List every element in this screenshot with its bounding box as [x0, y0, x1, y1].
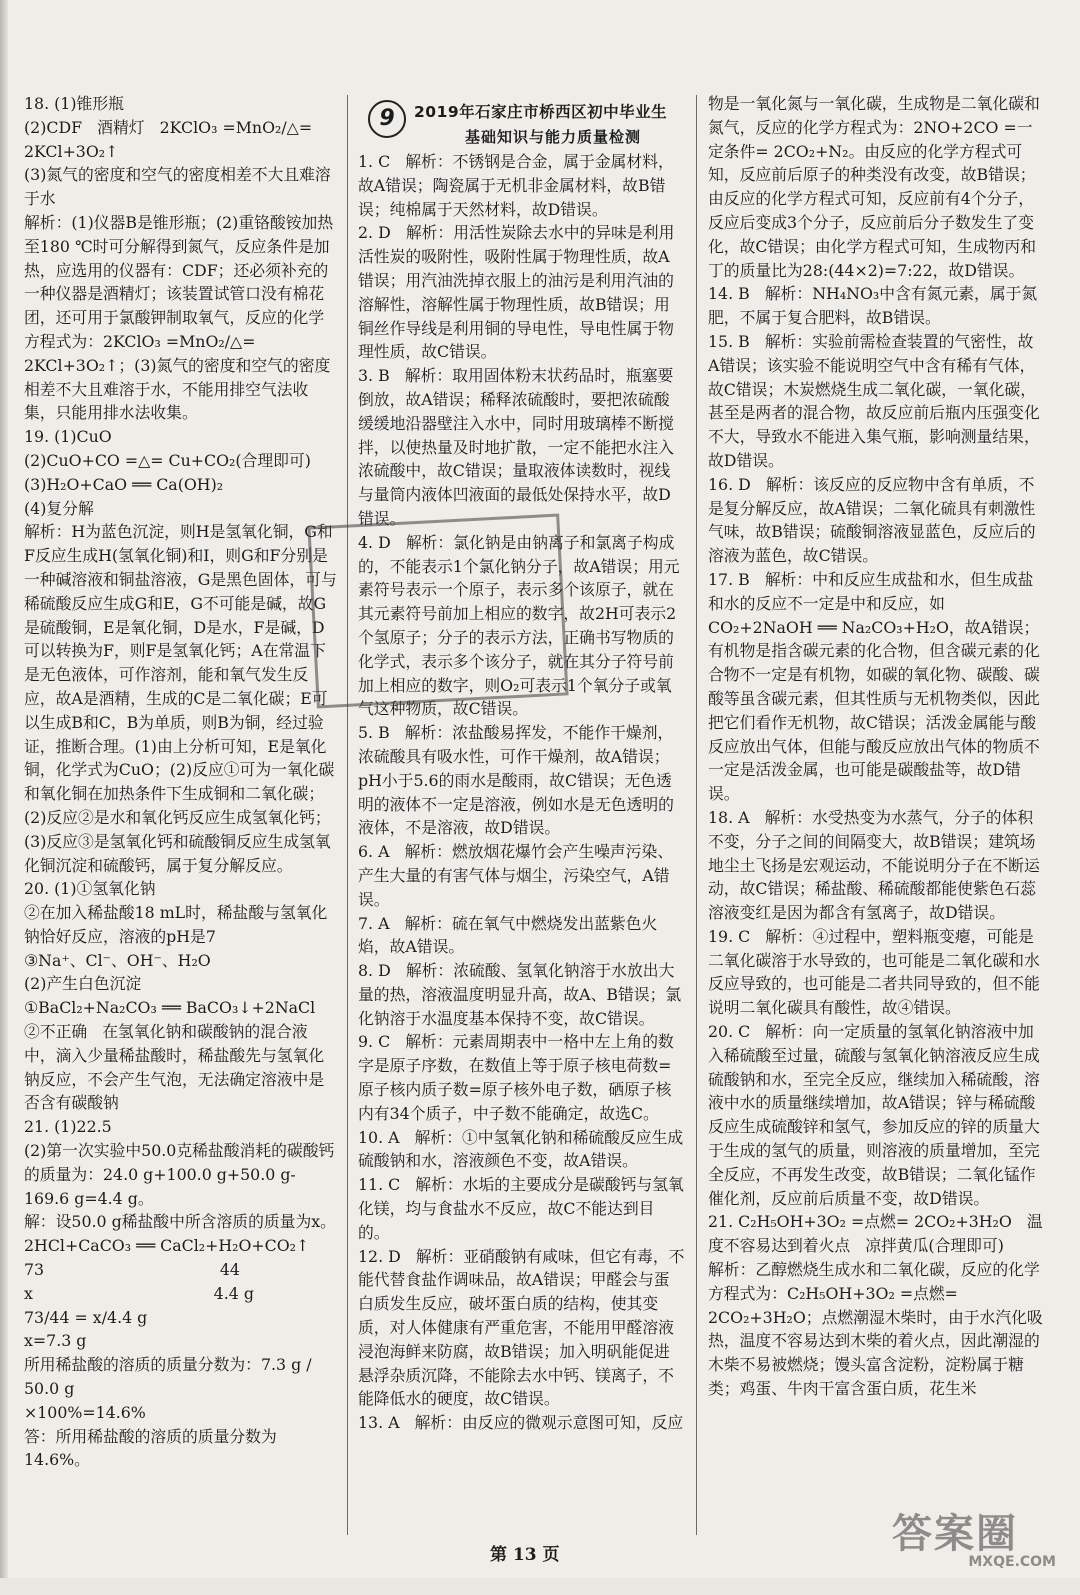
- answer-paragraph: 物是一氧化氮与一氧化碳，生成物是二氧化碳和氮气，反应的化学方程式为：2NO+2CO =一定条件= 2CO₂+N₂。由反应的化学方程式可知，反应前后原子的种类没有改变，故B错误；由反应的化学方程式可知，反应前有4个分子，反应后变成3个分子，反应前后分子数发生了变化，故C错误；由化学方程式可知，生成物丙和丁的质量比为28:(44×2)=7:22，故D错误。: [708, 94, 1040, 280]
- page-number: 第 13 页: [490, 1545, 560, 1565]
- answer-paragraph: 2HCl+CaCO₃ ══ CaCl₂+H₂O+CO₂↑: [24, 1236, 310, 1256]
- answer-paragraph: 19. C 解析：④过程中，塑料瓶变瘪，可能是二氧化碳溶于水导致的，也可能是二氧化碳和水反应导致的，也可能是二者共同导致的，但不能说明二氧化碳具有酸性，故④错误。: [708, 926, 1040, 1018]
- answer-paragraph: 73 44: [24, 1260, 240, 1280]
- answer-paragraph: 21. (1)22.5: [24, 1117, 112, 1137]
- answer-paragraph: (4)复分解: [24, 498, 94, 518]
- answer-paragraph: 10. A 解析：①中氢氧化钠和稀硫酸反应生成硫酸钠和水，溶液颜色不变，故A错误。: [358, 1127, 684, 1171]
- answer-paragraph: 7. A 解析：硫在氧气中燃烧发出蓝紫色火焰，故A错误。: [358, 913, 658, 957]
- column-divider-2: [696, 95, 697, 1535]
- answer-paragraph: (3)H₂O+CaO ══ Ca(OH)₂: [24, 474, 224, 494]
- site-watermark: [892, 1502, 1062, 1572]
- answer-paragraph: (2)CuO+CO =△= Cu+CO₂(合理即可): [24, 450, 311, 470]
- answer-paragraph: ②不正确 在氢氧化钠和碳酸钠的混合液中，滴入少量稀盐酸时，稀盐酸先与氢氧化钠反应，不会产生气泡，无法确定溶液中是否含有碳酸钠: [24, 1022, 325, 1113]
- answer-paragraph: 1. C 解析：不锈钢是合金，属于金属材料，故A错误；陶瓷属于无机非金属材料，故B错误；纯棉属于天然材料，故D错误。: [358, 152, 674, 219]
- answer-paragraph: 73/44 = x/4.4 g: [24, 1307, 148, 1327]
- answer-paragraph: 11. C 解析：水垢的主要成分是碳酸钙与氢氧化镁，均与食盐水不反应，故C不能达到目的。: [358, 1175, 684, 1242]
- answer-paragraph: 8. D 解析：浓硫酸、氢氧化钠溶于水放出大量的热，溶液温度明显升高，故A、B错误；氯化钠溶于水温度基本保持不变，故C错误。: [358, 961, 682, 1028]
- answer-paragraph: 5. B 解析：浓盐酸易挥发，不能作干燥剂，浓硫酸具有吸水性，可作干燥剂，故A错误；pH小于5.6的雨水是酸雨，故C错误；无色透明的液体不一定是溶液，例如水是无色透明的液体，不是溶液，故D错误。: [358, 723, 674, 838]
- answer-paragraph: x 4.4 g: [24, 1283, 254, 1303]
- answer-paragraph: ③Na⁺、Cl⁻、OH⁻、H₂O: [24, 950, 211, 970]
- answer-paragraph: 9. C 解析：元素周期表中一格中左上角的数字是原子序数，在数值上等于原子核电荷数=原子核内质子数=原子核外电子数，硒原子核内有34个质子，中子数不能确定，故选C。: [358, 1032, 674, 1123]
- section-subtitle: 基础知识与能力质量检测: [464, 128, 641, 146]
- answer-paragraph: (2)第一次实验中50.0克稀盐酸消耗的碳酸钙的质量为：24.0 g+100.0 g+50.0 g-169.6 g=4.4 g。: [24, 1141, 335, 1208]
- answer-paragraph: 21. C₂H₅OH+3O₂ =点燃= 2CO₂+3H₂O 温度不容易达到着火点 凉拌黄瓜(合理即可): [708, 1212, 1043, 1256]
- column-divider-1: [347, 95, 348, 1535]
- answer-paragraph: 16. D 解析：该反应的反应物中含有单质，不是复分解反应，故A错误；二氧化硫具有刺激性气味，故B错误；硫酸铜溶液显蓝色，反应后的溶液为蓝色，故C错误。: [708, 474, 1036, 566]
- answer-paragraph: 20. (1)①氢氧化钠: [24, 879, 156, 899]
- answer-paragraph: 14. B 解析：NH₄NO₃中含有氮元素，属于氮肥，不属于复合肥料，故B错误。: [708, 284, 1038, 328]
- answer-paragraph: 解析：乙醇燃烧生成水和二氧化碳，反应的化学方程式为：C₂H₅OH+3O₂ =点燃= 2CO₂+3H₂O；点燃潮湿木柴时，由于水汽化吸热，温度不容易达到木柴的着火点，因此潮湿的木柴不易被燃烧；馒头富含淀粉，淀粉属于糖类；鸡蛋、牛肉干富含蛋白质，花生米: [708, 1260, 1043, 1399]
- watermark-domain: MXQE.COM: [968, 1554, 1056, 1570]
- answer-paragraph: ×100%=14.6%: [24, 1402, 146, 1422]
- answer-paragraph: (2)CDF 酒精灯 2KClO₃ =MnO₂/△= 2KCl+3O₂↑: [24, 117, 318, 161]
- section-header: [368, 98, 688, 150]
- answer-paragraph: 3. B 解析：取用固体粉末状药品时，瓶塞要倒放，故A错误；稀释浓硫酸时，要把浓硫酸缓缓地沿器壁注入水中，同时用玻璃棒不断搅拌，以使热量及时地扩散，一定不能把水注入浓硫酸中，故C错误；量取液体读数时，视线与量筒内液体凹液面的最低处保持水平，故D错误。: [358, 366, 674, 528]
- answer-paragraph: 答：所用稀盐酸的溶质的质量分数为14.6%。: [24, 1426, 277, 1470]
- answer-paragraph: 12. D 解析：亚硝酸钠有咸味，但它有毒，不能代替食盐作调味品，故A错误；甲醛会与蛋白质发生反应，破坏蛋白质的结构，使其变质，对人体健康有严重危害，不能用甲醛溶液浸泡海鲜来防腐，故B错误；加入明矾能促进悬浮杂质沉降，不能除去水中钙、镁离子，不能降低水的硬度，故C错误。: [358, 1246, 685, 1409]
- answer-paragraph: (3)氮气的密度和空气的密度相差不大且难溶于水: [24, 165, 331, 209]
- answer-paragraph: 4. D 解析：氯化钠是由钠离子和氯离子构成的，不能表示1个氯化钠分子，故A错误；用元素符号表示一个原子，表示多个该原子，就在其元素符号前加上相应的数字，故2H可表示2个氢原子；分子的表示方法，正确书写物质的化学式，表示多个该分子，就在其分子符号前加上相应的数字，则O₂可表示1个氧分子或氧气这种物质，故C错误。: [358, 532, 680, 719]
- page-binding-edge: [0, 0, 8, 1578]
- section-number-badge: 9: [368, 100, 406, 138]
- answer-paragraph: (2)产生白色沉淀: [24, 974, 142, 994]
- answer-paragraph: 20. C 解析：向一定质量的氢氧化钠溶液中加入稀硫酸至过量，硫酸与氢氧化钠溶液反应生成硫酸钠和水，至完全反应，继续加入稀硫酸，溶液中水的质量继续增加，故A错误；锌与稀硫酸反应生成硫酸锌和氢气，参加反应的锌的质量大于生成的氢气的质量，则溶液的质量增加，至完全反应，不再发生改变，故B错误；二氧化锰作催化剂，反应前后质量不变，故D错误。: [708, 1022, 1040, 1208]
- answer-paragraph: ②在加入稀盐酸18 mL时，稀盐酸与氢氧化钠恰好反应，溶液的pH是7: [24, 903, 328, 946]
- answer-paragraph: 2. D 解析：用活性炭除去水中的异味是利用活性炭的吸附性，吸附性属于物理性质，故A错误；用汽油洗掉衣服上的油污是利用汽油的溶解性，溶解性属于物理性质，故B错误；用铜丝作导线是利用铜的导电性，导电性属于物理性质，故C错误。: [358, 223, 675, 362]
- answer-paragraph: x=7.3 g: [24, 1331, 87, 1351]
- answer-paragraph: 17. B 解析：中和反应生成盐和水，但生成盐和水的反应不一定是中和反应，如CO₂+2NaOH ══ Na₂CO₃+H₂O，故A错误；有机物是指含碳元素的化合物，但含碳元素的化合物不一定是有机物，如碳的氧化物、碳酸、碳酸等虽含碳元素，但其性质与无机物类似，因此把它们看作无机物，故C错误；活泼金属能与酸反应放出气体，但能与酸反应放出气体的物质不一定是活泼金属，也可能是碳酸盐等，故D错误。: [708, 569, 1040, 804]
- answer-paragraph: 解析：(1)仪器B是锥形瓶；(2)重铬酸铵加热至180 ℃时可分解得到氮气，反应条件是加热，应选用的仪器有：CDF；还必须补充的一种仪器是酒精灯；该装置试管口没有棉花团，还可用于氯酸钾制取氧气，反应的化学方程式为：2KClO₃ =MnO₂/△= 2KCl+3O₂↑；(3)氮气的密度和空气的密度相差不大且难溶于水，不能用排空气法收集，只能用排水法收集。: [24, 212, 334, 423]
- answer-paragraph: 解：设50.0 g稀盐酸中所含溶质的质量为x。: [24, 1212, 336, 1232]
- answer-paragraph: 18. (1)锥形瓶: [24, 94, 124, 113]
- watermark-logo-text: 答案圈: [892, 1511, 1018, 1557]
- answer-column-1: [24, 92, 337, 1537]
- answer-paragraph: 15. B 解析：实验前需检查装置的气密性，故A错误；该实验不能说明空气中含有稀有气体，故C错误；木炭燃烧生成二氧化碳，一氧化碳，甚至是两者的混合物，故反应前后瓶内压强变化不大，导致水不能进入集气瓶，影响测量结果，故D错误。: [708, 331, 1040, 470]
- answer-paragraph: 解析：H为蓝色沉淀，则H是氢氧化铜，G和F反应生成H(氢氧化铜)和I，则G和F分别是一种碱溶液和铜盐溶液，G是黑色固体，可与稀硫酸反应生成G和E，G不可能是碱，故G是硫酸铜，E是氧化铜，D是水，F是碱，D可以转换为F，则F是氢氧化钙；A在常温下是无色液体，可作溶剂，能和氧气发生反应，故A是酒精，生成的C是二氧化碳；E可以生成B和C，B为单质，则B为铜，经过验证，推断合理。(1)由上分析可知，E是氧化铜，化学式为CuO；(2)反应①可为一氧化碳和氧化铜在加热条件下生成铜和二氧化碳；(2)反应②是水和氧化钙反应生成氢氧化钙；(3)反应③是氢氧化钙和硫酸铜反应生成氢氧化铜沉淀和硫酸钙，属于复分解反应。: [24, 522, 337, 875]
- answer-column-2: [358, 150, 685, 1595]
- answer-paragraph: 19. (1)CuO: [24, 427, 112, 447]
- faded-stamp-mark: [307, 514, 568, 709]
- answer-paragraph: 18. A 解析：水受热变为水蒸气，分子的体积不变，分子之间的间隔变大，故B错误；建筑场地尘土飞扬是宏观运动，不能说明分子在不断运动，故C错误；稀盐酸、稀硫酸都能使紫色石蕊溶液变红是因为都含有氢离子，故D错误。: [708, 807, 1040, 923]
- section-title: 2019年石家庄市桥西区初中毕业生: [414, 103, 668, 121]
- answer-paragraph: ①BaCl₂+Na₂CO₃ ══ BaCO₃↓+2NaCl: [24, 998, 316, 1018]
- answer-paragraph: 13. A 解析：由反应的微观示意图可知，反应: [358, 1413, 684, 1433]
- answer-column-3: [708, 92, 1043, 1537]
- answer-paragraph: 6. A 解析：燃放烟花爆竹会产生噪声污染、产生大量的有害气体与烟尘，污染空气，A错误。: [358, 842, 674, 909]
- answer-paragraph: 所用稀盐酸的溶质的质量分数为：7.3 g / 50.0 g: [24, 1355, 317, 1399]
